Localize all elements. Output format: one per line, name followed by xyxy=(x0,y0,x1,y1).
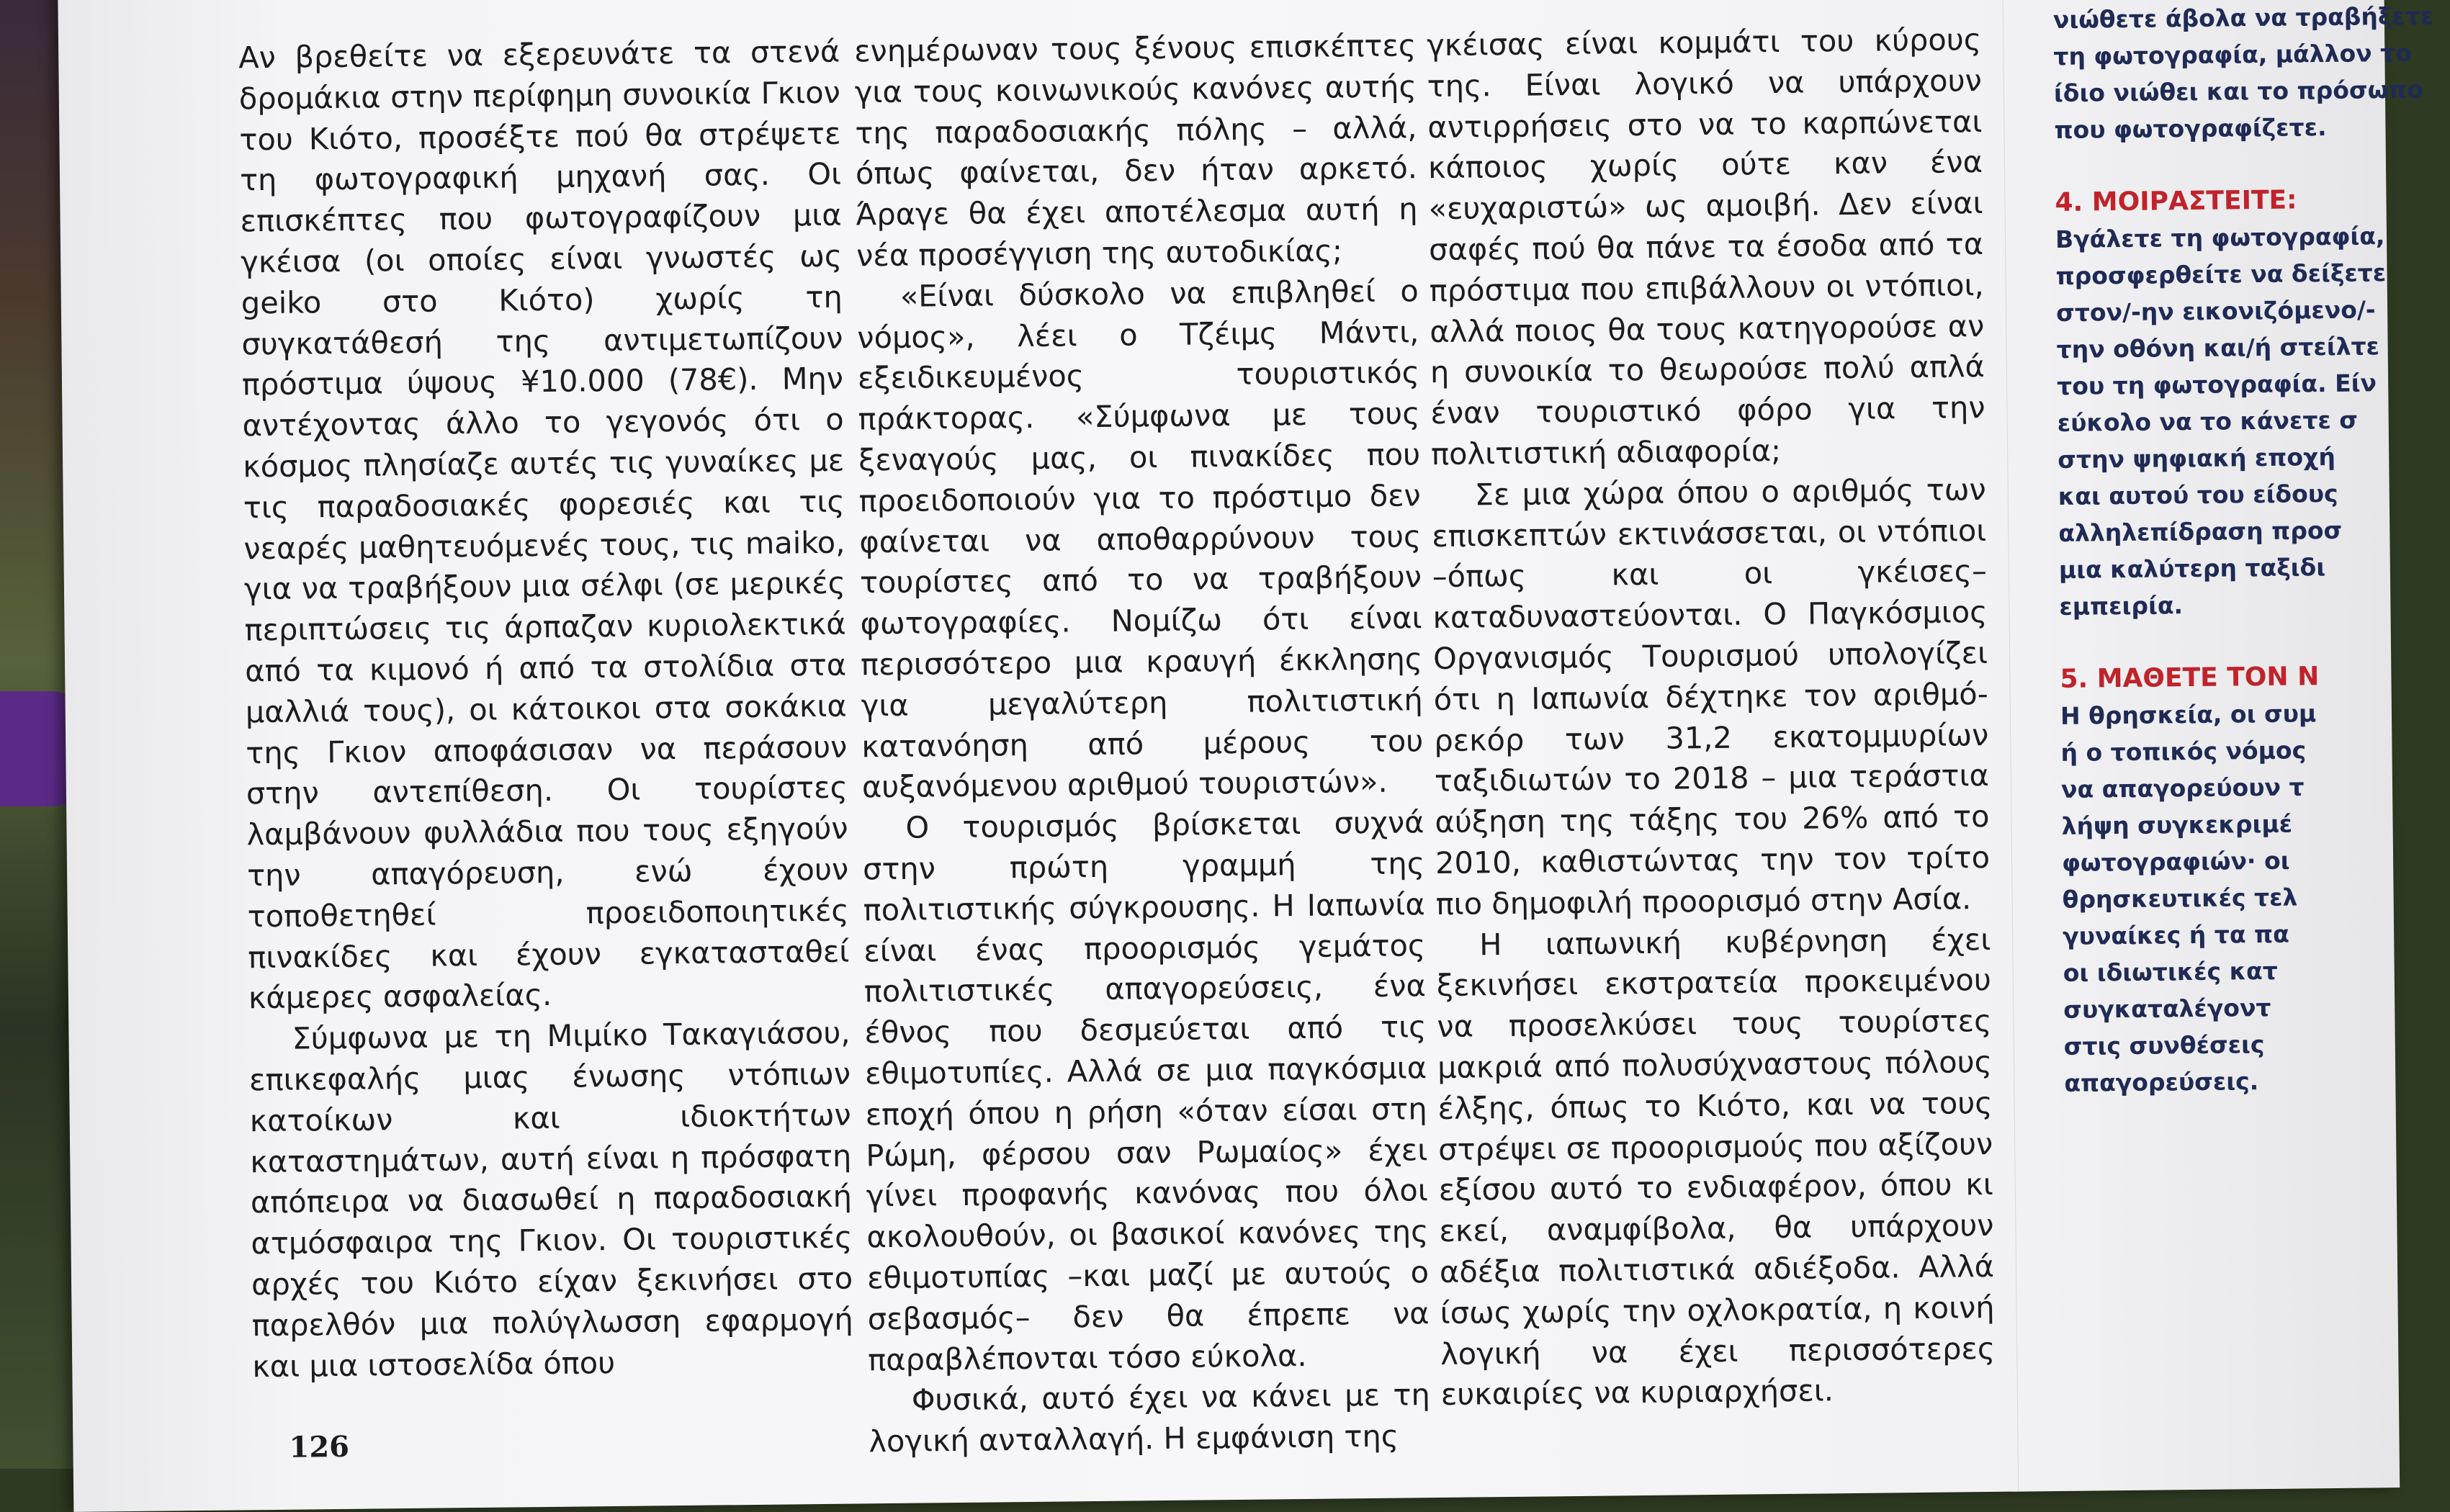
sidebar-line: Βγάλετε τη φωτογραφία, xyxy=(2055,222,2385,253)
sidebar-line: εμπειρία. xyxy=(2059,591,2184,621)
sidebar-line: ή ο τοπικός νόμος xyxy=(2060,736,2307,767)
sidebar-line: στις συνθέσεις xyxy=(2063,1030,2265,1061)
sidebar-line: οι ιδιωτικές κατ xyxy=(2063,956,2278,987)
sidebar-line: και αυτού του είδους xyxy=(2058,479,2338,510)
paragraph: ενημέρωναν τους ξένους επισκέπτες για τους κοινωνικούς κανόνες αυτής της παραδοσιακής πόλης – αλλά, όπως φαίνεται, δεν ήταν αρκετό. Άραγε θα έχει αποτέλεσμα αυτή η νέα προσέγγιση της αυτοδικίας; xyxy=(853,27,1418,274)
sidebar-line: φωτογραφιών· οι xyxy=(2061,846,2290,877)
paragraph: Σύμφωνα με τη Μιμίκο Τακαγιάσου, επικεφαλής μιας ένωσης ντόπιων κατοίκων και ιδιοκτήτων καταστημάτων, αυτή είναι η πρόσφατη απόπειρα να διασωθεί η παραδοσιακή ατμόσφαιρα της Γκιον. Οι τουριστικές αρχές του Κιότο είχαν ξεκινήσει στο παρελθόν μια πολύγλωσση εφαρμογή και μια ιστοσελίδα όπου xyxy=(248,1014,853,1384)
sidebar-line: στον/-ην εικονιζόμενο/- xyxy=(2055,295,2376,327)
paragraph: Η ιαπωνική κυβέρνηση έχει ξεκινήσει εκστρατεία προκειμένου να προσελκύσει τους τουρίστες μακριά από πολυσύχναστους πόλους έλξης, όπως το Κιότο, και να τους στρέψει σε προορισμούς που αξίζουν εξίσου αυτό το ενδιαφέρον, όπου κι εκεί, αναμφίβολα, θα υπάρχουν αδέξια πολιτιστικά αδιέξοδα. Αλλά ίσως χωρίς την οχλοκρατία, η κοινή λογική να έχει περισσότερες ευκαιρίες να κυριαρχήσει. xyxy=(1436,921,1996,1413)
sidebar-heading: 4. ΜΟΙΡΑΣΤΕΙΤΕ: xyxy=(2055,185,2297,217)
sidebar-heading: 5. ΜΑΘΕΤΕ ΤΟΝ Ν xyxy=(2060,662,2320,694)
sidebar-line: εύκολο να το κάνετε σ xyxy=(2057,405,2359,437)
sidebar-line: θρησκευτικές τελ xyxy=(2062,883,2298,914)
paragraph: «Είναι δύσκολο να επιβληθεί ο νόμος», λέει ο Τζέιμς Μάντι, εξειδικευμένος τουριστικός πράκτορας. «Σύμφωνα με τους ξεναγούς μας, οι πινακίδες που προειδοποιούν για το πρόστιμο δεν φαίνεται να αποθαρρύνουν τους τουρίστες από το να τραβήξουν φωτογραφίες. Νομίζω ότι είναι περισσότερο μια κραυγή έκκλησης για μεγαλύτερη πολιτιστική κατανόηση από μέρους του αυξανόμενου αριθμού τουριστών». xyxy=(857,273,1424,805)
paragraph: Σε μια χώρα όπου ο αριθμός των επισκεπτών εκτινάσσεται, οι ντόπιοι –όπως και οι γκέισες– καταδυναστεύονται. Ο Παγκόσμιος Οργανισμός Τουρισμού υπολογίζει ότι η Ιαπωνία δέχτηκε τον αριθμό-ρεκόρ των 31,2 εκατομμυρίων ταξιδιωτών το 2018 – μια τεράστια αύξηση της τάξης του 26% από το 2010, καθιστώντας την τον τρίτο πιο δημοφιλή προορισμό στην Ασία. xyxy=(1432,471,1991,922)
article-column-2 xyxy=(854,25,1431,1462)
sidebar-tips xyxy=(2052,0,2446,1102)
sidebar-line: νιώθετε άβολα να τραβήξετε xyxy=(2052,1,2434,34)
sidebar-line: γυναίκες ή τα πα xyxy=(2062,919,2290,950)
column-divider xyxy=(2002,0,2019,1492)
article-column-3 xyxy=(1427,19,1996,1416)
sidebar-top xyxy=(2052,0,2436,148)
sidebar-line: Η θρησκεία, οι συμ xyxy=(2060,699,2317,730)
sidebar-line: που φωτογραφίζετε. xyxy=(2054,113,2327,144)
paragraph: γκέισας είναι κομμάτι του κύρους της. Είναι λογικό να υπάρχουν αντιρρήσεις στο να το καρπώνεται κάποιος χωρίς ούτε καν ένα «ευχαριστώ» ως αμοιβή. Δεν είναι σαφές πού θα πάνε τα έσοδα από τα πρόστιμα που επιβάλλουν οι ντόπιοι, αλλά ποιος θα τους κατηγορούσε αν η συνοικία το θεωρούσε πολύ απλά έναν τουριστικό φόρο για την πολιτιστική αδιαφορία; xyxy=(1426,22,1985,472)
sidebar-line: συγκαταλέγοντ xyxy=(2063,993,2271,1024)
page-number: 126 xyxy=(289,1429,350,1464)
magazine-page xyxy=(58,0,2434,1512)
sidebar-line: να απαγορεύουν τ xyxy=(2060,773,2305,804)
sidebar-line: του τη φωτογραφία. Είν xyxy=(2056,369,2377,400)
article-column-1 xyxy=(238,32,854,1387)
sidebar-line: την οθόνη και/ή στείλτε xyxy=(2056,332,2380,364)
sidebar-line: αλληλεπίδραση προσ xyxy=(2058,516,2343,547)
paragraph: Φυσικά, αυτό έχει να κάνει με τη λογική ανταλλαγή. Η εμφάνιση της xyxy=(869,1377,1431,1459)
paragraph: Ο τουρισμός βρίσκεται συχνά στην πρώτη γραμμή της πολιτιστικής σύγκρουσης. Η Ιαπωνία είναι ένας προορισμός γεμάτος πολιτιστικές απαγορεύσεις, ένα έθνος που δεσμεύεται από τις εθιμοτυπίες. Αλλά σε μια παγκόσμια εποχή όπου η ρήση «όταν είσαι στη Ρώμη, φέρσου σαν Ρωμαίος» έχει γίνει προφανής κανόνας που όλοι ακολουθούν, οι βασικοί κανόνες της εθιμοτυπίας –και μαζί με αυτούς ο σεβασμός– δεν θα έπρεπε να παραβλέπονται τόσο εύκολα. xyxy=(862,804,1430,1377)
sidebar-line: προσφερθείτε να δείξετε xyxy=(2055,258,2387,290)
sidebar-line: ίδιο νιώθει και το πρόσωπο xyxy=(2053,75,2424,107)
sidebar-line: στην ψηφιακή εποχή xyxy=(2058,442,2336,474)
sidebar-section-5 xyxy=(2060,657,2446,1102)
sidebar-line: μια καλύτερη ταξιδι xyxy=(2058,553,2326,584)
sidebar-line: απαγορεύσεις. xyxy=(2064,1067,2259,1097)
sidebar-line: τη φωτογραφία, μάλλον το xyxy=(2053,38,2413,71)
sidebar-section-4 xyxy=(2055,180,2441,625)
sidebar-line: λήψη συγκεκριμέ xyxy=(2061,809,2293,840)
paragraph: Αν βρεθείτε να εξερευνάτε τα στενά δρομάκια στην περίφημη συνοικία Γκιον του Κιότο, προσέξτε πού θα στρέψετε τη φωτογραφική μηχανή σας. Οι επισκέπτες που φωτογραφίζουν μια γκέισα (οι οποίες είναι γνωστές ως geiko στο Κιότο) χωρίς τη συγκατάθεσή της αντιμετωπίζουν πρόστιμα ύψους ¥10.000 (78€). Μην αντέχοντας άλλο το γεγονός ότι ο κόσμος πλησίαζε αυτές τις γυναίκες με τις παραδοσιακές φορεσιές και τις νεαρές μαθητευόμενές τους, τις maiko, για να τραβήξουν μια σέλφι (σε μερικές περιπτώσεις τις άρπαζαν κυριολεκτικά από τα κιμονό ή από τα στολίδια στα μαλλιά τους), οι κάτοικοι στα σοκάκια της Γκιον αποφάσισαν να περάσουν στην αντεπίθεση. Οι τουρίστες λαμβάνουν φυλλάδια που τους εξηγούν την απαγόρευση, ενώ έχουν τοποθετηθεί προειδοποιητικές πινακίδες και έχουν εγκατασταθεί κάμερες ασφαλείας. xyxy=(238,33,850,1016)
